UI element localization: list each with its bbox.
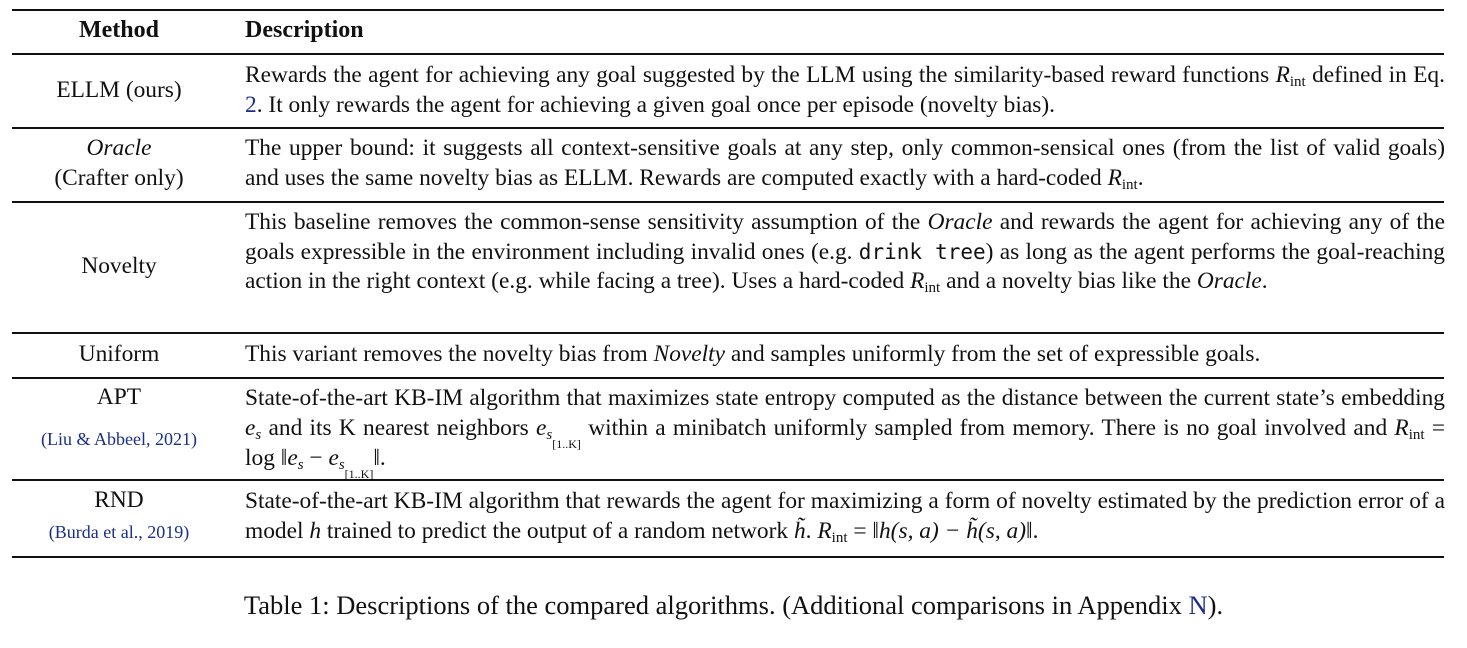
description-ellm: Rewards the agent for achieving any goal suggested by the LLM using the similarity-based reward functions $R_{int}$ defined in Eq. 2. It only rewards the agent for achieving a given goal once per episode (novelty bias). xyxy=(245,62,1445,118)
appendix-link[interactable]: N xyxy=(1188,590,1208,620)
header-method: Method xyxy=(79,17,159,43)
description-rnd: State-of-the-art KB-IM algorithm that rewards the agent for maximizing a form of novelty estimated by the prediction error of a model h trained to predict the output of a random network h̃. $R_{int}$ = ‖h(s, a) − h̃(s, a)‖. xyxy=(245,488,1445,546)
description-apt: State-of-the-art KB-IM algorithm that maximizes state entropy computed as the distance between the current state’s embedding $e_s$ and its K nearest neighbors $e_{s_{[1..K]}}$ within a minibatch uniformly sampled from memory. There is no goal involved and $R_{int} = \log$ $‖e_s$ − $e_{s_{[1..K]}}‖$. xyxy=(245,385,1446,481)
row-rule xyxy=(12,377,1444,379)
method-rnd: RND (Burda et al., 2019) xyxy=(12,486,226,547)
row-rule xyxy=(12,201,1444,203)
top-rule xyxy=(12,9,1444,11)
method-ellm: ELLM (ours) xyxy=(56,77,182,103)
citation-link[interactable]: (Liu & Abbeel, 2021) xyxy=(41,428,197,449)
method-oracle: Oracle (Crafter only) xyxy=(54,135,184,191)
method-apt: APT (Liu & Abbeel, 2021) xyxy=(12,383,226,454)
citation-link[interactable]: (Burda et al., 2019) xyxy=(48,521,190,542)
description-oracle: The upper bound: it suggests all context-sensitive goals at any step, only common-sensical ones (from the list of valid goals) and uses the same novelty bias as ELLM. Rewards are computed exactly with a hard-coded $R_{int}$. xyxy=(245,135,1445,193)
row-rule xyxy=(12,332,1444,334)
header-rule xyxy=(12,53,1444,55)
eq-link[interactable]: 2 xyxy=(245,91,257,118)
bottom-rule xyxy=(12,556,1444,558)
row-rule xyxy=(12,127,1444,129)
description-uniform: This variant removes the novelty bias from Novelty and samples uniformly from the set of expressible goals. xyxy=(245,341,1261,367)
row-rule xyxy=(12,479,1444,481)
method-uniform: Uniform xyxy=(78,341,160,367)
method-novelty: Novelty xyxy=(81,253,157,279)
code-snippet: drink tree xyxy=(858,239,986,264)
description-novelty: This baseline removes the common-sense sensitivity assumption of the Oracle and rewards the agent for achieving any of the goals expressible in the environment including invalid ones (e.g. drink tree) as long as the agent performs the goal-reaching action in the right context (e.g. while facing a tree). Uses a hard-coded $R_{int}$ and a novelty bias like the Oracle. xyxy=(245,209,1445,296)
header-description: Description xyxy=(245,17,364,43)
table-caption: Table 1: Descriptions of the compared algorithms. (Additional comparisons in Appendix N). xyxy=(243,590,1224,620)
